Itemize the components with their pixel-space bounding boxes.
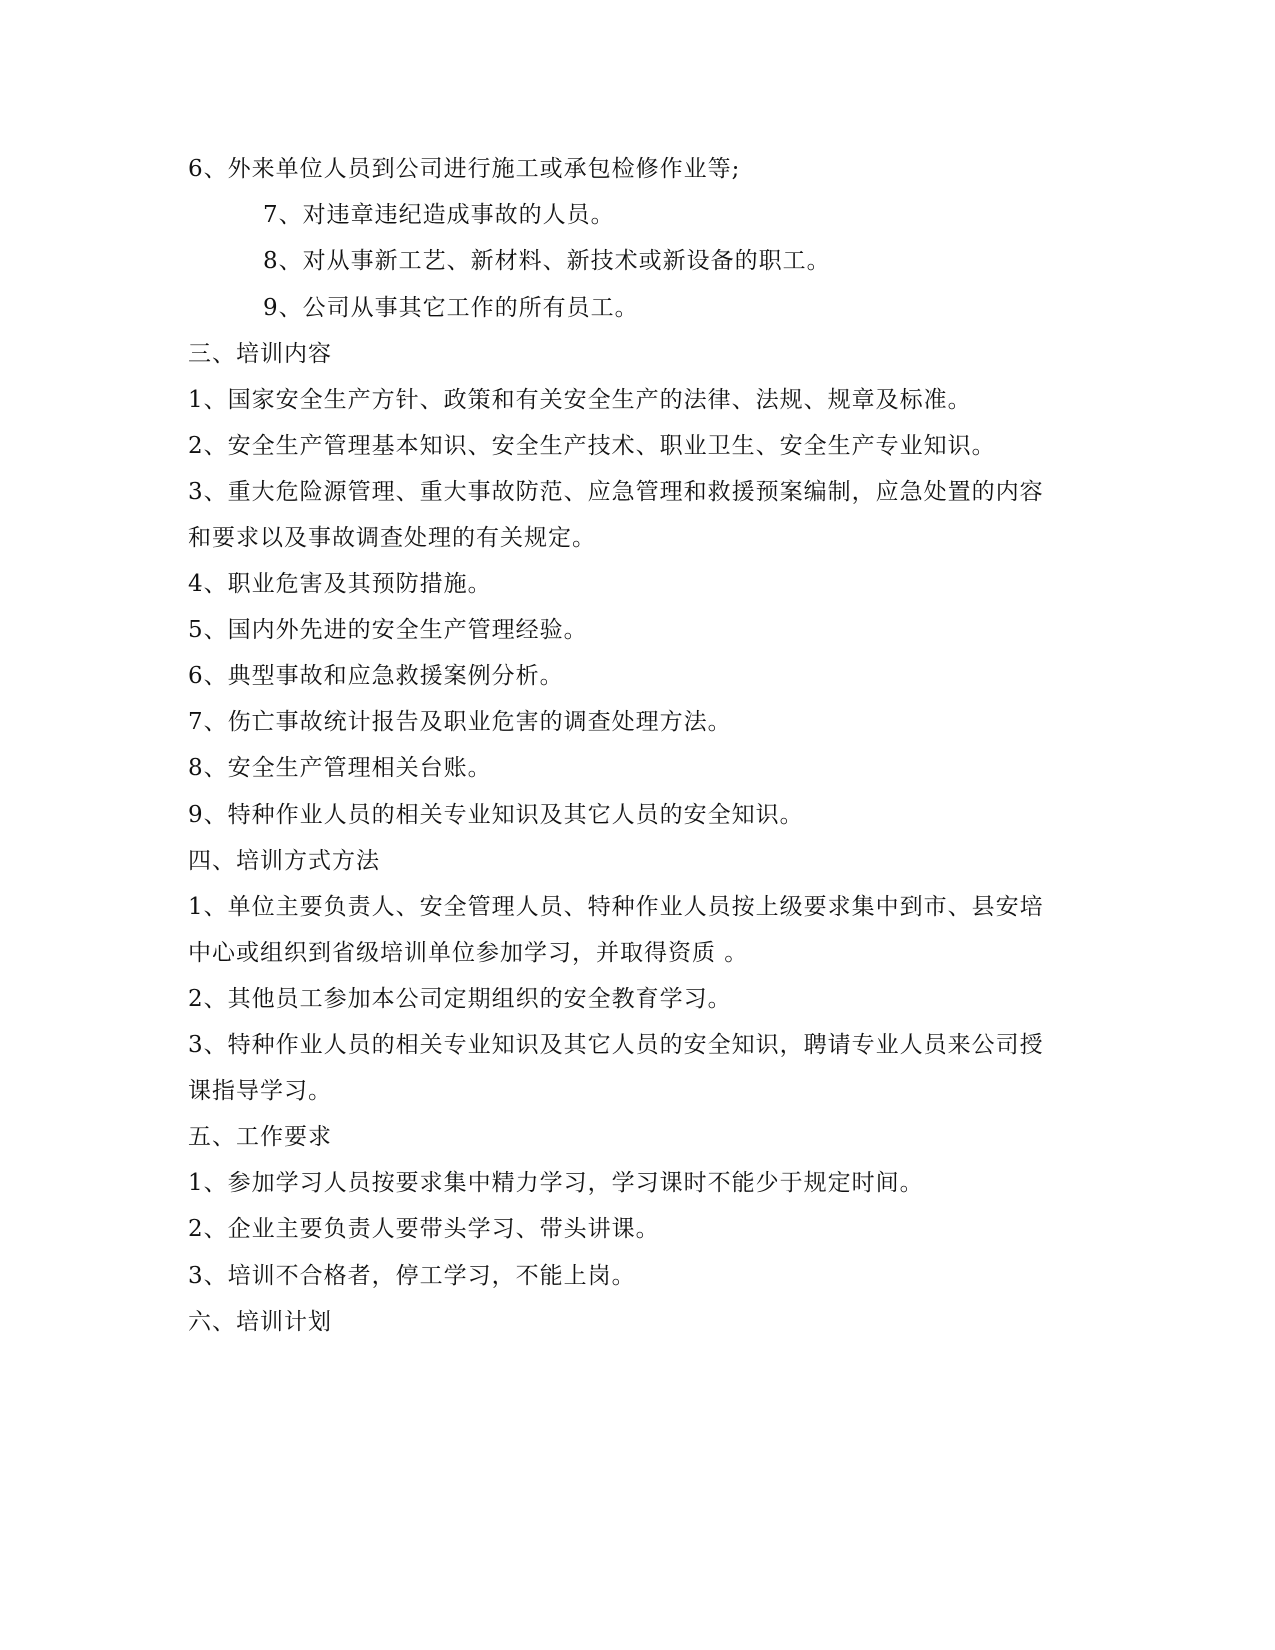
list-item: 4、职业危害及其预防措施。 [188,571,492,597]
list-item: 9、公司从事其它工作的所有员工。 [263,295,639,321]
list-item: 8、对从事新工艺、新材料、新技术或新设备的职工。 [263,248,831,274]
list-item: 3、培训不合格者，停工学习，不能上岗。 [188,1263,636,1289]
list-item: 2、企业主要负责人要带头学习、带头讲课。 [188,1216,660,1242]
section-heading: 五、工作要求 [188,1124,332,1150]
list-item: 1、参加学习人员按要求集中精力学习，学习课时不能少于规定时间。 [188,1170,924,1196]
section-heading: 六、培训计划 [188,1309,332,1335]
list-item: 1、国家安全生产方针、政策和有关安全生产的法律、法规、规章及标准。 [188,387,972,413]
list-item: 2、安全生产管理基本知识、安全生产技术、职业卫生、安全生产专业知识。 [188,433,996,459]
list-item: 2、其他员工参加本公司定期组织的安全教育学习。 [188,986,732,1012]
list-item: 5、国内外先进的安全生产管理经验。 [188,617,588,643]
list-item-continuation: 中心或组织到省级培训单位参加学习，并取得资质 。 [188,940,749,966]
list-item: 3、特种作业人员的相关专业知识及其它人员的安全知识，聘请专业人员来公司授 [188,1032,1044,1058]
list-item: 9、特种作业人员的相关专业知识及其它人员的安全知识。 [188,802,804,828]
list-item-continuation: 课指导学习。 [188,1078,332,1104]
list-item-continuation: 和要求以及事故调查处理的有关规定。 [188,525,596,551]
list-item: 8、安全生产管理相关台账。 [188,755,492,781]
section-heading: 三、培训内容 [188,341,332,367]
section-heading: 四、培训方式方法 [188,848,380,874]
list-item: 7、伤亡事故统计报告及职业危害的调查处理方法。 [188,709,732,735]
list-item: 7、对违章违纪造成事故的人员。 [263,202,615,228]
list-item: 6、典型事故和应急救援案例分析。 [188,663,564,689]
list-item: 1、单位主要负责人、安全管理人员、特种作业人员按上级要求集中到市、县安培 [188,894,1044,920]
list-item: 6、外来单位人员到公司进行施工或承包检修作业等; [188,156,741,182]
list-item: 3、重大危险源管理、重大事故防范、应急管理和救援预案编制，应急处置的内容 [188,479,1044,505]
